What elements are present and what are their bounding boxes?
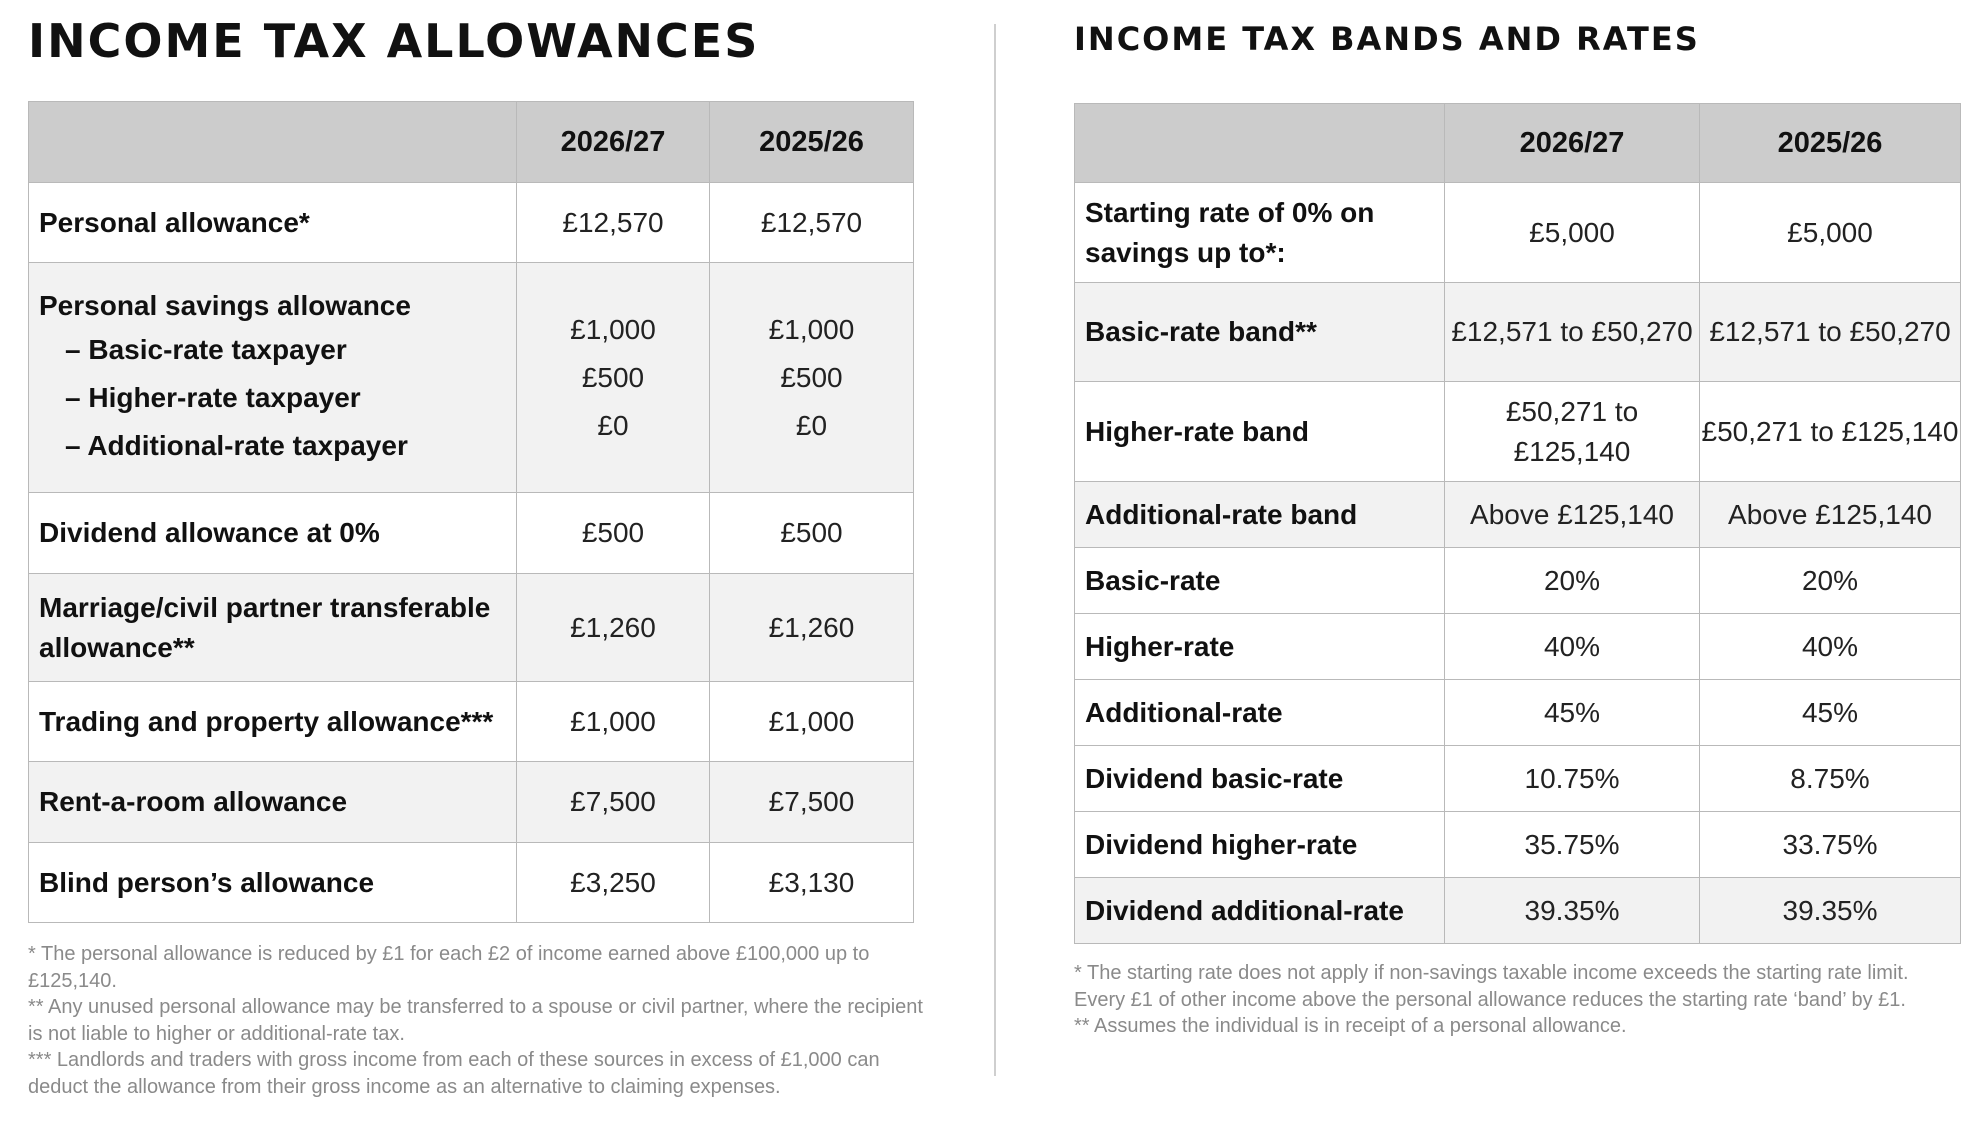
cell-2025-26: 8.75% [1700,746,1961,812]
savings-heading: Personal savings allowance [39,289,411,321]
savings-value-additional: £0 [597,409,629,441]
cell-2026-27: £12,570 [517,183,710,263]
header-2026-27: 2026/27 [517,102,710,183]
cell-2026-27: £1,260 [517,574,710,682]
savings-value-higher: £500 [581,361,645,393]
table-row [1075,382,1961,482]
row-label-rent-a-room: Rent-a-room allowance [29,762,517,843]
row-label-dividend-higher-rate: Dividend higher-rate [1075,812,1445,878]
vertical-divider [994,24,996,1076]
table-row [29,762,914,843]
table-row [1075,812,1961,878]
savings-sub-higher: – Higher-rate taxpayer [65,381,361,413]
cell-2026-27: £7,500 [517,762,710,843]
allowances-table [28,101,914,923]
row-label-dividend-allowance: Dividend allowance at 0% [29,493,517,574]
bands-rates-table [1074,103,1961,944]
cell-2026-27: £3,250 [517,843,710,923]
row-label-additional-band: Additional-rate band [1075,482,1445,548]
row-label-basic-rate: Basic-rate [1075,548,1445,614]
row-label-dividend-basic-rate: Dividend basic-rate [1075,746,1445,812]
table-row [1075,548,1961,614]
footnote: * The personal allowance is reduced by £1 for each £2 of income earned above £100,000 up to £125,140. [28,943,870,992]
cell-2026-27: 10.75% [1445,746,1700,812]
cell-2026-27: £5,000 [1445,183,1700,283]
row-label-blind-allowance: Blind person’s allowance [29,843,517,923]
cell-2025-26: 20% [1700,548,1961,614]
row-label-personal-allowance: Personal allowance* [29,183,517,263]
footnote: ** Assumes the individual is in receipt of a personal allowance. [1074,1015,1627,1037]
cell-2025-26: £7,500 [710,762,914,843]
cell-2026-27 [517,263,710,493]
cell-2025-26: 45% [1700,680,1961,746]
row-label-higher-band: Higher-rate band [1075,382,1445,482]
table-row [1075,878,1961,944]
cell-2026-27: 35.75% [1445,812,1700,878]
table-row [1075,482,1961,548]
cell-2025-26: 40% [1700,614,1961,680]
table-row [1075,183,1961,283]
cell-2025-26: £3,130 [710,843,914,923]
table-row [1075,614,1961,680]
table-row [29,843,914,923]
header-2025-26: 2025/26 [1700,104,1961,183]
row-label-marriage-allowance: Marriage/civil partner transferable allowance** [29,574,517,682]
cell-2025-26: Above £125,140 [1700,482,1961,548]
cell-2026-27: £50,271 to £125,140 [1445,382,1700,482]
header-blank [1075,104,1445,183]
cell-2026-27: 45% [1445,680,1700,746]
page-title-bands-rates: INCOME TAX BANDS AND RATES [1074,20,1700,58]
cell-2025-26: £12,571 to £50,270 [1700,283,1961,382]
footnote: * The starting rate does not apply if non-savings taxable income exceeds the starting rate limit. Every £1 of other income above the personal allowance reduces the starting rate ‘band’ by £1. [1074,962,1909,1011]
cell-2025-26: £12,570 [710,183,914,263]
footnote: *** Landlords and traders with gross income from each of these sources in excess of £1,000 can deduct the allowance from their gross income as an alternative to claiming expenses. [28,1049,880,1098]
cell-2025-26: 33.75% [1700,812,1961,878]
header-blank [29,102,517,183]
row-label-additional-rate: Additional-rate [1075,680,1445,746]
table-row [1075,746,1961,812]
cell-2026-27: 20% [1445,548,1700,614]
savings-sub-basic: – Basic-rate taxpayer [65,333,347,365]
row-label-trading-allowance: Trading and property allowance*** [29,682,517,762]
cell-2026-27: £500 [517,493,710,574]
table-row [29,493,914,574]
cell-2026-27: 39.35% [1445,878,1700,944]
bands-rates-footnotes [1074,960,1964,1040]
row-label-basic-band: Basic-rate band** [1075,283,1445,382]
header-2025-26: 2025/26 [710,102,914,183]
cell-2026-27: £1,000 [517,682,710,762]
savings-value-additional: £0 [795,409,828,441]
cell-2025-26: £1,260 [710,574,914,682]
cell-2025-26: £500 [710,493,914,574]
page-title-allowances: INCOME TAX ALLOWANCES [28,14,760,68]
row-label-dividend-additional-rate: Dividend additional-rate [1075,878,1445,944]
savings-sub-additional: – Additional-rate taxpayer [65,429,408,461]
allowances-footnotes [28,941,923,1100]
table-row [1075,283,1961,382]
header-2026-27: 2026/27 [1445,104,1700,183]
row-label-savings-allowance [29,263,517,493]
cell-2026-27: £12,571 to £50,270 [1445,283,1700,382]
cell-2025-26: 39.35% [1700,878,1961,944]
row-label-higher-rate: Higher-rate [1075,614,1445,680]
savings-value-basic: £1,000 [768,313,855,345]
cell-2026-27: 40% [1445,614,1700,680]
cell-2026-27: Above £125,140 [1445,482,1700,548]
table-row [29,263,914,493]
table-header-row [29,102,914,183]
savings-value-higher: £500 [780,361,843,393]
cell-2025-26 [710,263,914,493]
table-row [1075,680,1961,746]
cell-2025-26: £1,000 [710,682,914,762]
table-row [29,682,914,762]
table-header-row [1075,104,1961,183]
cell-2025-26: £5,000 [1700,183,1961,283]
table-row [29,574,914,682]
row-label-starting-rate: Starting rate of 0% on savings up to*: [1075,183,1445,283]
footnote: ** Any unused personal allowance may be transferred to a spouse or civil partner, where the recipient is not liable to higher or additional-rate tax. [28,996,923,1045]
savings-value-basic: £1,000 [570,313,656,345]
table-row [29,183,914,263]
cell-2025-26: £50,271 to £125,140 [1700,382,1961,482]
